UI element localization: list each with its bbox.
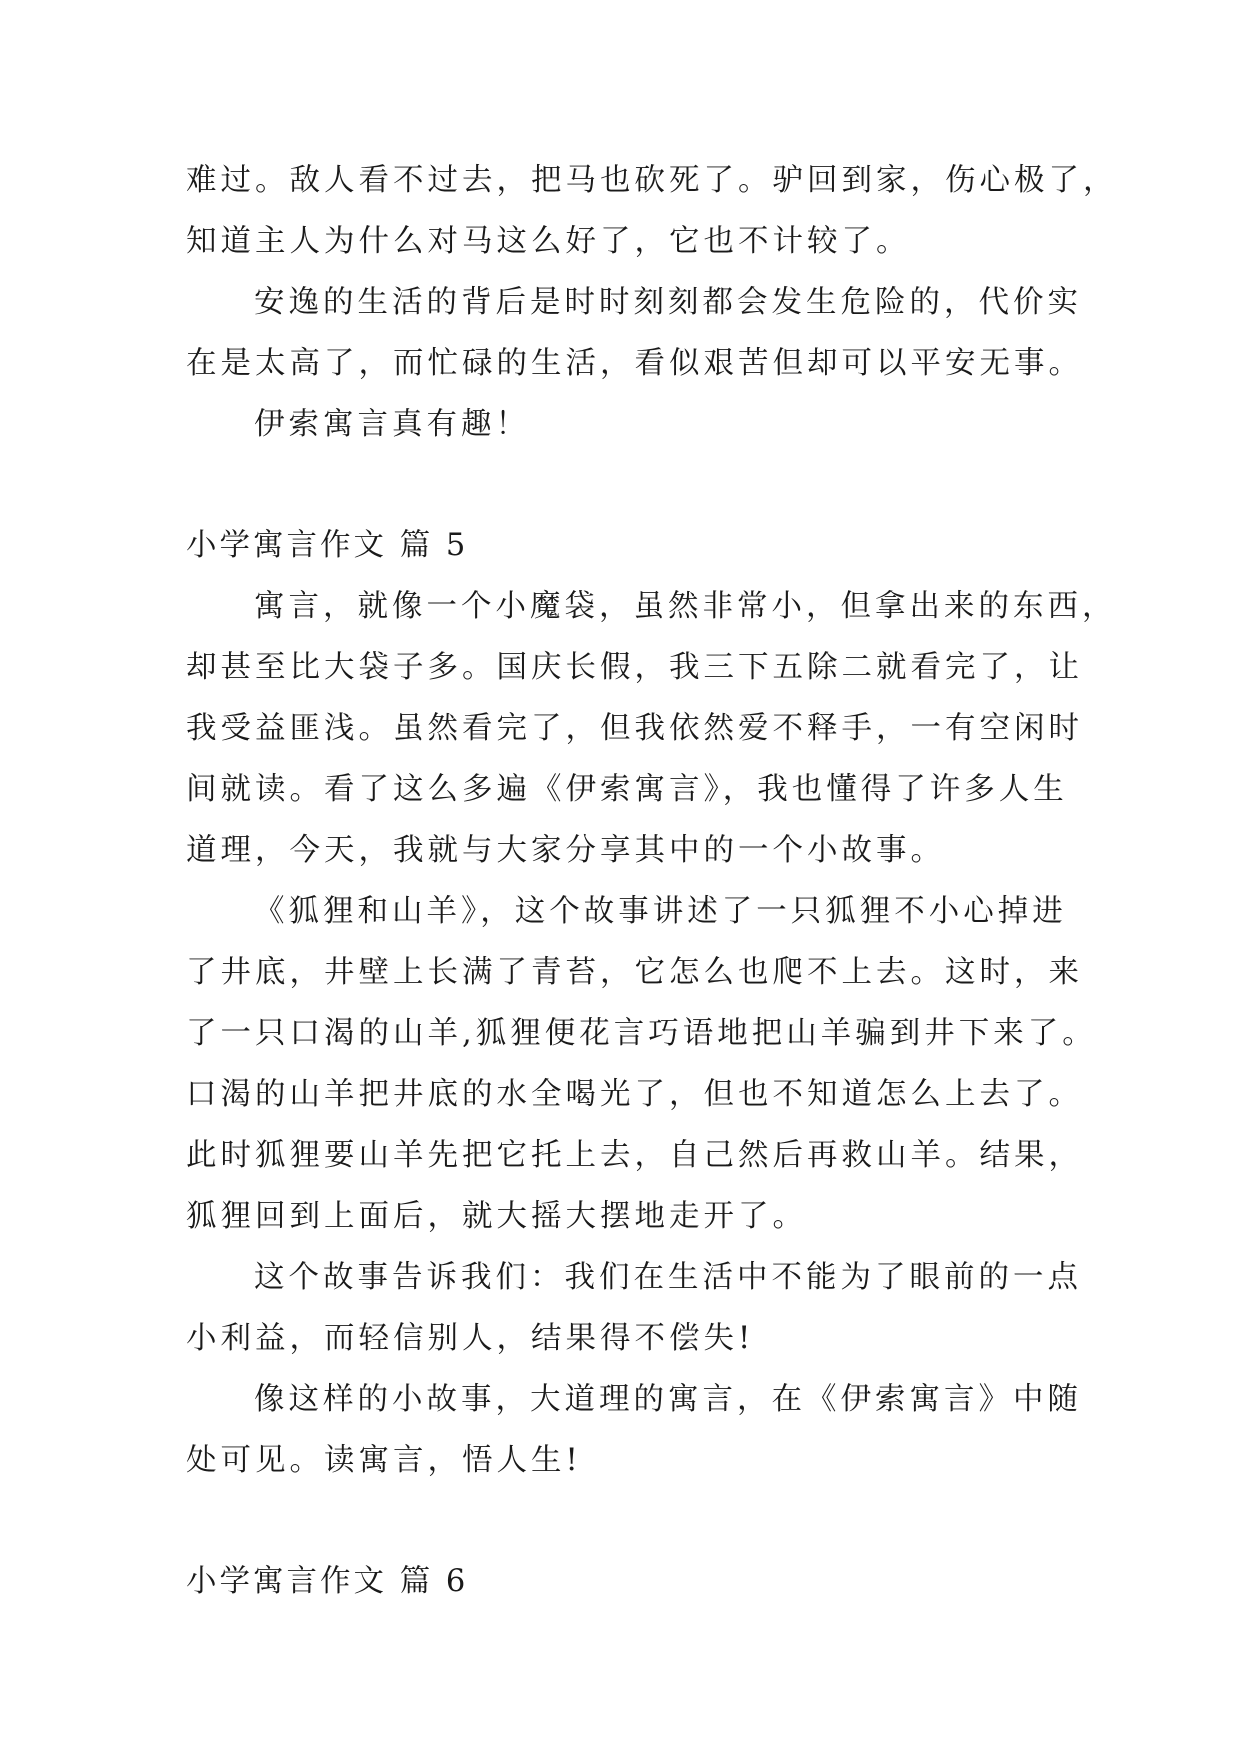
text-line: 处可见。读寓言，悟人生! <box>186 1443 582 1478</box>
document-body <box>186 150 1118 1612</box>
paragraph <box>186 394 1066 455</box>
text-line: 在是太高了，而忙碌的生活，看似艰苦但却可以平安无事。 <box>186 346 1083 381</box>
text-line: 此时狐狸要山羊先把它托上去，自己然后再救山羊。结果， <box>186 1138 1083 1173</box>
paragraph <box>186 1369 1082 1491</box>
text-line: 我受益匪浅。虽然看完了，但我依然爱不释手，一有空闲时 <box>186 711 1083 746</box>
text-line: 口渴的山羊把井底的水全喝光了，但也不知道怎么上去了。 <box>186 1077 1083 1112</box>
text-line: 这个故事告诉我们：我们在生活中不能为了眼前的一点 <box>254 1260 1082 1295</box>
text-line: 《狐狸和山羊》，这个故事讲述了一只狐狸不小心掉进 <box>254 894 1067 929</box>
section-heading: 小学寓言作文 篇 6 <box>186 1564 469 1599</box>
text-line: 间就读。看了这么多遍《伊索寓言》，我也懂得了许多人生 <box>186 772 1068 807</box>
text-line: 难过。敌人看不过去，把马也砍死了。驴回到家，伤心极了， <box>186 163 1118 198</box>
paragraph <box>186 272 1083 394</box>
paragraph <box>186 150 1118 272</box>
section-heading: 小学寓言作文 篇 5 <box>186 528 469 563</box>
paragraph <box>186 1247 1082 1369</box>
text-line: 寓言，就像一个小魔袋，虽然非常小，但拿出来的东西， <box>254 589 1117 624</box>
text-line: 了一只口渴的山羊,狐狸便花言巧语地把山羊骗到井下来了。 <box>186 1016 1097 1051</box>
text-line: 安逸的生活的背后是时时刻刻都会发生危险的，代价实 <box>254 285 1082 320</box>
section-gap <box>186 1491 1066 1551</box>
text-line: 知道主人为什么对马这么好了，它也不计较了。 <box>186 224 911 259</box>
text-line: 狐狸回到上面后，就大摇大摆地走开了。 <box>186 1199 807 1234</box>
paragraph <box>186 881 1097 1247</box>
text-line: 小利益，而轻信别人，结果得不偿失! <box>186 1321 755 1356</box>
text-line: 伊索寓言真有趣！ <box>254 407 530 442</box>
paragraph <box>186 576 1117 881</box>
text-line: 道理，今天，我就与大家分享其中的一个小故事。 <box>186 833 945 868</box>
section-gap <box>186 455 1066 515</box>
text-line: 像这样的小故事，大道理的寓言，在《伊索寓言》中随 <box>254 1382 1082 1417</box>
text-line: 却甚至比大袋子多。国庆长假，我三下五除二就看完了，让 <box>186 650 1083 685</box>
text-line: 了井底，井壁上长满了青苔，它怎么也爬不上去。这时，来 <box>186 955 1083 990</box>
